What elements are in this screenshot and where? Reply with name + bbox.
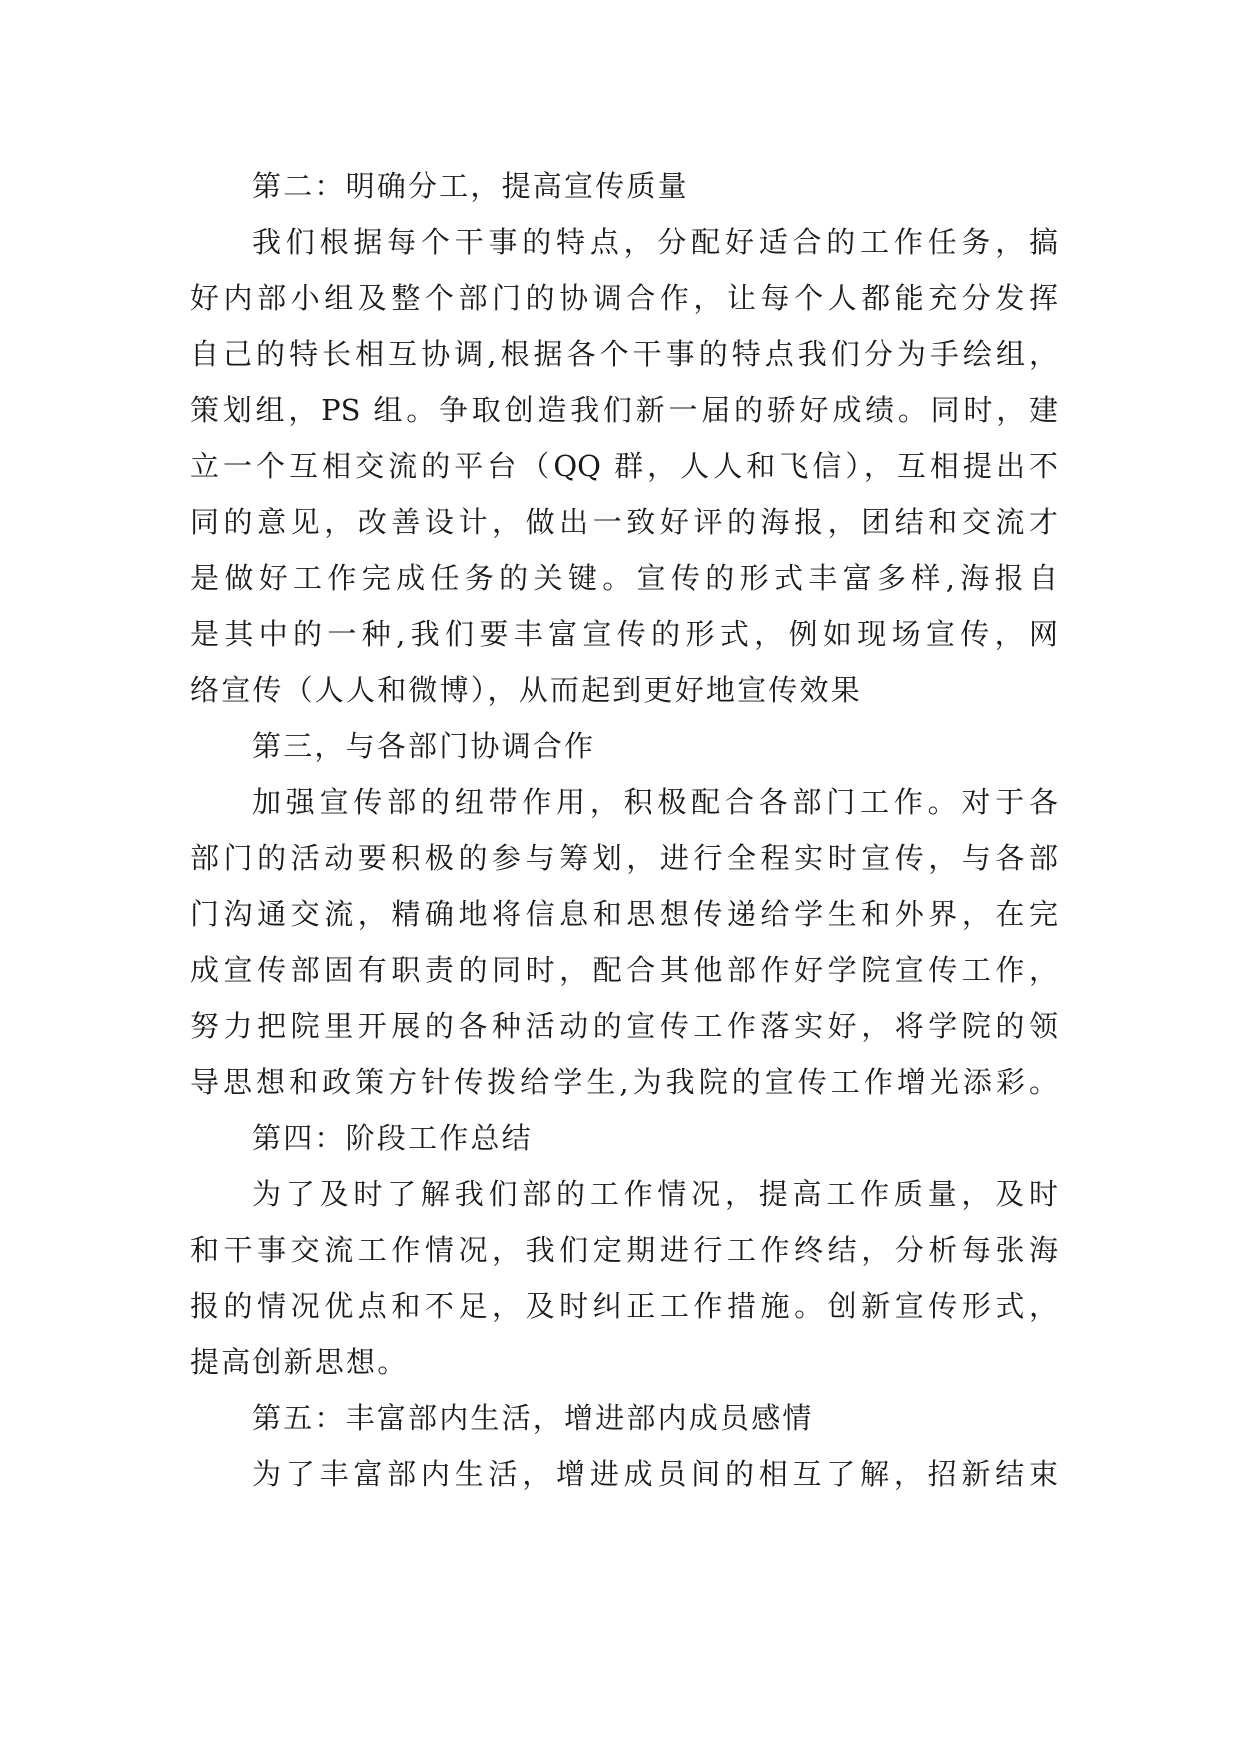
paragraph-line: 是做好工作完成任务的关键。宣传的形式丰富多样,海报自 (190, 561, 1058, 595)
paragraph-line: 加强宣传部的纽带作用，积极配合各部门工作。对于各 (252, 785, 1058, 819)
paragraph-line: 自己的特长相互协调,根据各个干事的特点我们分为手绘组， (190, 337, 1058, 371)
paragraph-line: 为了丰富部内生活，增进成员间的相互了解，招新结束 (252, 1457, 1058, 1491)
paragraph-line: 好内部小组及整个部门的协调合作，让每个人都能充分发挥 (190, 281, 1058, 315)
paragraph-line: 和干事交流工作情况，我们定期进行工作终结，分析每张海 (190, 1233, 1058, 1267)
document-body (190, 158, 1058, 1502)
paragraph-line: 策划组，PS 组。争取创造我们新一届的骄好成绩。同时，建 (190, 393, 1058, 427)
paragraph-line: 为了及时了解我们部的工作情况，提高工作质量，及时 (252, 1177, 1058, 1211)
paragraph-line: 提高创新思想。 (190, 1345, 409, 1379)
paragraph-line: 同的意见，改善设计，做出一致好评的海报，团结和交流才 (190, 505, 1058, 539)
paragraph-line: 是其中的一种,我们要丰富宣传的形式，例如现场宣传，网 (190, 617, 1058, 651)
paragraph-line: 门沟通交流，精确地将信息和思想传递给学生和外界，在完 (190, 897, 1058, 931)
heading-section-3: 第三，与各部门协调合作 (252, 729, 596, 763)
paragraph-line: 立一个互相交流的平台（QQ 群，人人和飞信），互相提出不 (190, 449, 1058, 483)
heading-section-5: 第五：丰富部内生活，增进部内成员感情 (252, 1401, 814, 1435)
heading-section-4: 第四：阶段工作总结 (252, 1121, 533, 1155)
paragraph-line: 成宣传部固有职责的同时，配合其他部作好学院宣传工作， (190, 953, 1058, 987)
paragraph-line: 我们根据每个干事的特点，分配好适合的工作任务，搞 (252, 225, 1058, 259)
paragraph-line: 努力把院里开展的各种活动的宣传工作落实好，将学院的领 (190, 1009, 1058, 1043)
paragraph-line: 部门的活动要积极的参与筹划，进行全程实时宣传，与各部 (190, 841, 1058, 875)
paragraph-line: 络宣传（人人和微博），从而起到更好地宣传效果 (190, 673, 862, 707)
paragraph-line: 报的情况优点和不足，及时纠正工作措施。创新宣传形式， (190, 1289, 1058, 1323)
paragraph-line: 导思想和政策方针传拨给学生,为我院的宣传工作增光添彩。 (190, 1065, 1058, 1099)
heading-section-2: 第二：明确分工，提高宣传质量 (252, 169, 689, 203)
